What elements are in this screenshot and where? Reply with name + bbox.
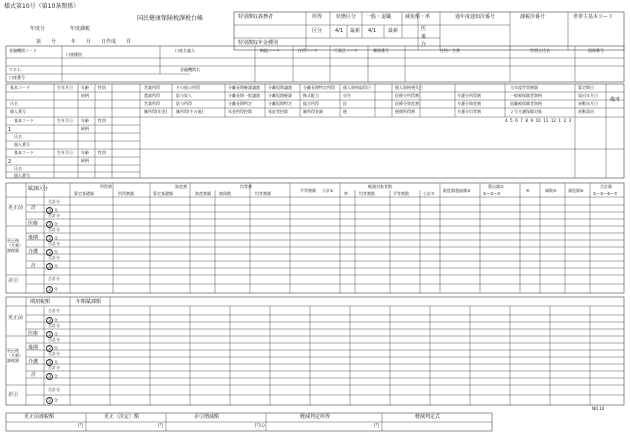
address-label: 住所／方書	[440, 48, 460, 53]
sub2-month-f: 3 分	[46, 397, 58, 404]
m2-relationship: 続柄	[81, 158, 89, 163]
sub2-month-e: 3 分	[46, 373, 58, 380]
member-number-2: 2	[8, 159, 12, 165]
special-collection-label: 特別徴収義務者	[238, 14, 274, 20]
mh-general-qualification: 一般被保険者資格	[510, 93, 542, 98]
sub-basis-2: 算定基礎額	[153, 191, 173, 196]
postal-code-label: 郵便番号	[373, 48, 389, 53]
footer-reduction-formula: 軽減判定式	[415, 414, 441, 420]
m2-name: 氏名	[14, 166, 22, 171]
m1-name: 氏名	[14, 134, 22, 139]
col-limit-excess: 限度額超過額②	[443, 188, 471, 193]
notice-number-label: 通年度通知決番号	[455, 14, 496, 20]
sub-row-total-a: 合計分	[48, 199, 60, 204]
mh-other-income: その他の所得	[176, 85, 200, 90]
row-late-stage: 後期	[28, 235, 39, 241]
mh-assess-date: 算定期日	[578, 85, 594, 90]
sub-equal-levy-amount: 均等割額	[255, 191, 271, 196]
footer-unit-2: 円	[158, 423, 164, 429]
mh-stock-dividend: 株式配当	[303, 93, 319, 98]
sub2-month-b: 3 分	[46, 331, 58, 338]
mh-care-target: ２号介護保険対象	[510, 109, 542, 114]
sub-row-total-b: 合計分	[48, 213, 60, 218]
row-before-correction: 更正前	[8, 205, 24, 211]
sub2-total-d: 合計分	[48, 351, 60, 356]
mh-total-income: 総合所得	[303, 101, 319, 106]
month-circle-icon: 3	[46, 221, 53, 228]
col-asset-levy: 資産割	[175, 184, 187, 189]
mh-business-income: 営業所得	[144, 85, 160, 90]
medical-mark: 医	[421, 26, 427, 32]
mh-loss-date: 個人資格喪失日	[395, 85, 423, 90]
m1-birthdate: 生年月日	[57, 118, 73, 123]
month-circle-icon: 3	[46, 286, 53, 293]
tax-header-left: 賦課区分	[28, 186, 49, 192]
month-2: 2	[563, 118, 567, 123]
mh-gender: 性別	[98, 85, 106, 90]
mh-late-mark: 後	[343, 109, 347, 114]
form-number: 様式第10号（第10条関係）	[4, 3, 80, 10]
footer-unit-4: 円	[374, 423, 380, 429]
row2-medical: 医療	[28, 331, 39, 337]
row2-late-stage: 後期	[28, 345, 39, 351]
head-code-label: 世帯主基本コード	[573, 14, 614, 20]
month-12: 12	[550, 118, 556, 123]
month-circle-icon: 3	[46, 345, 53, 352]
month-8: 8	[525, 118, 528, 123]
sub2-total-f: 合計分	[48, 387, 60, 392]
care-mark: 介	[421, 42, 427, 48]
sub-flat-count: 平等割数	[393, 191, 409, 196]
row2-after-correction: 更正後（月割）課税額	[7, 348, 23, 363]
sub2-total-a: 合計分	[48, 308, 60, 313]
mh-separate-long-special-2: 分離長期特定	[228, 101, 252, 106]
col-reduction-count: 軽減対象者数	[368, 184, 392, 189]
month-11: 11	[543, 118, 549, 123]
mh-farm-income: 農業所得	[144, 93, 160, 98]
latest-b: 最新	[388, 28, 399, 34]
mh-separate-long-general: 分離長期一般譲渡	[228, 93, 260, 98]
row-total-1: 計	[31, 205, 37, 211]
mh-household-levy: 当年度世帯割額	[510, 85, 538, 90]
mh-relationship: 続柄	[81, 93, 89, 98]
sub-basis-1: 算定基礎額	[74, 191, 94, 196]
insurance-number-label: 国保番号	[588, 48, 604, 53]
month-circle-icon: 3	[46, 317, 53, 324]
mh-birthdate: 生年月日	[57, 85, 73, 90]
reduction-label: 減免額・率	[405, 14, 431, 20]
mh-acquire-date: 個人資格取得日	[343, 85, 371, 90]
sub2-month-a: 3 分	[46, 317, 58, 324]
footer-unit-1: 円	[78, 423, 84, 429]
month-4: 4	[505, 118, 508, 123]
bank-name-label: 金融機関名	[180, 67, 200, 72]
mh-medical-mark: 医	[343, 101, 347, 106]
row-care: 介護	[28, 249, 39, 255]
m2-birthdate: 生年月日	[57, 150, 73, 155]
mh-separate-short-light: 分離短期軽課	[268, 93, 292, 98]
row2-difference: 差引	[8, 392, 19, 398]
sub-income-levy-amount: 所得割額	[118, 191, 134, 196]
m1-relationship: 続柄	[81, 126, 89, 131]
mh-separate-long-light: 分離長期軽課譲渡	[228, 85, 260, 90]
month-6: 6	[515, 118, 518, 123]
sub-row-total-e: 合計分	[48, 255, 60, 260]
col-total: 合計額	[600, 184, 612, 189]
sub-row-month-d: 3 分	[46, 249, 58, 256]
sub-row-month-e: 3 分	[46, 263, 58, 270]
account-type-label: 口座種別	[66, 52, 82, 57]
m2-gender: 性別	[98, 150, 106, 155]
sub-row-month-f: 3 分	[46, 286, 58, 293]
col-calculated: 算出額③	[488, 184, 504, 189]
tax-number-label: 課税決番号	[520, 14, 546, 20]
m1-personal-number: 個人番号	[14, 142, 30, 147]
sub-formula-1: ①−②−③	[483, 191, 501, 196]
col-reduction-amount: 減免額⑥	[568, 188, 584, 193]
mh-medical-asset-levy: 医療分資産割	[395, 101, 419, 106]
annual-levy-header: 年額賦課額	[76, 299, 102, 305]
m2-basic-code: 基本コード	[14, 150, 34, 155]
mh-declaration: 申告	[343, 93, 351, 98]
footer-difference: 差引増減額	[194, 414, 220, 420]
payment-group-code-label: 納組コード	[260, 48, 280, 53]
col-rounding: 端数⑤	[545, 188, 557, 193]
mh-change-date: 異動年月日	[578, 101, 598, 106]
sub-asset-levy-amount: 資産割額	[195, 191, 211, 196]
row-difference: 差引	[8, 278, 19, 284]
col-equal-levy: 均等割	[240, 184, 252, 189]
month-9: 9	[530, 118, 534, 123]
account-number-label: 口座番号	[9, 75, 25, 80]
row2-before-correction: 更正前	[8, 315, 24, 321]
mh-personal-number: 個人番号	[10, 109, 26, 114]
month-circle-icon: 3	[46, 249, 53, 256]
sub2-total-c: 合計分	[48, 337, 60, 342]
form-code-mark: NO.10	[592, 406, 605, 411]
month-7: 7	[520, 118, 523, 123]
month-circle-icon: 3	[46, 373, 53, 380]
row2-care: 介護	[28, 359, 39, 365]
footer-unit-3: 円の	[255, 423, 266, 429]
sub-subtotal-7: 小計⑦	[423, 191, 435, 196]
month-circle-icon: 3	[46, 207, 53, 214]
m1-basic-code: 基本コード	[14, 118, 34, 123]
date-4-1-b: 4/1	[368, 28, 377, 34]
sub2-month-c: 3 分	[46, 345, 58, 352]
mh-basic-code: 基本コード	[10, 85, 30, 90]
row-total-2: 計	[31, 263, 37, 269]
sub-row-total-c: 合計分	[48, 227, 60, 232]
mh-notification-date: 届出年月日	[578, 93, 598, 98]
mh-name: 氏名	[10, 101, 18, 106]
sub2-total-b: 合計分	[48, 323, 60, 328]
mh-pension-deduction: 年金所得控除	[228, 109, 252, 114]
row2-total: 計	[31, 372, 37, 378]
mh-separate-short: 分離短期譲渡	[268, 85, 292, 90]
sub-equal-count: 均等割数	[359, 191, 375, 196]
col-4: ④	[526, 188, 530, 193]
sub-row-month-b: 3 分	[46, 221, 58, 228]
mh-age: 年齢	[81, 85, 89, 90]
footer-decided-amount: 更正（決定）額	[104, 414, 140, 420]
month-circle-icon: 3	[46, 235, 53, 242]
sub2-month-d: 3 分	[46, 359, 58, 366]
sub-formula-2: ①−⑤−⑥−⑦	[593, 191, 618, 196]
month-circle-icon: 3	[46, 397, 53, 404]
sub-row-month-a: 3 分	[46, 207, 58, 214]
general-retired-label: 一般・退職	[366, 14, 392, 20]
mh-dedicated-deduction: 専従者控除	[268, 109, 288, 114]
mh-retired-qualification: 退職被保険者資格	[510, 101, 542, 106]
mh-change-reason: 異動事由	[578, 109, 594, 114]
sub-rate: 率	[344, 191, 348, 196]
month-digits	[505, 119, 571, 123]
account-holder-label: 口座名義人	[175, 48, 195, 53]
admin-district-code-label: 行政区コード	[334, 48, 358, 53]
late-stage-mark: 後	[421, 34, 427, 40]
sub-row-total-d: 合計分	[48, 241, 60, 246]
footer-before-amount: 更正前課税額	[24, 414, 55, 420]
row-after-correction: 更正後（月割）課税額	[7, 238, 23, 253]
month-circle-icon: 3	[46, 359, 53, 366]
mh-care-asset-levy: 介護分資産割	[457, 101, 481, 106]
mh-misc-pension: 雑所得(年金)	[144, 109, 168, 114]
col-income-levy: 所得割	[100, 184, 112, 189]
mh-late-income-levy: 後期所得割	[395, 109, 415, 114]
member-number-1: 1	[8, 127, 12, 133]
mh-separate-long-special: 分離長期特定所得	[303, 85, 335, 90]
mh-care-income-levy: 介護分所得割	[457, 93, 481, 98]
month-circle-icon: 3	[46, 331, 53, 338]
month-5: 5	[510, 118, 513, 123]
mh-medical-income-levy: 医療分所得割	[395, 93, 419, 98]
head-name-label: 世帯主氏名	[530, 48, 550, 53]
m1-gender: 性別	[98, 118, 106, 123]
form-title: 国民健康保険税課税台帳	[137, 15, 204, 22]
income-label: 所得	[312, 14, 323, 20]
fiscal-year-tax-label: 年度課税	[70, 26, 91, 32]
col-subtotal-1: 小計①	[322, 188, 334, 193]
month-circle-icon: 3	[46, 263, 53, 270]
m1-age: 年齢	[81, 118, 89, 123]
sub-row-month-c: 3 分	[46, 235, 58, 242]
row-medical: 医療	[28, 221, 39, 227]
month-3: 3	[568, 118, 572, 123]
sub-row-total-f: 合計分	[48, 276, 60, 281]
date-4-1-a: 4/1	[335, 28, 344, 34]
mh-business-income-2: 営業所得	[144, 101, 160, 106]
month-10: 10	[535, 118, 541, 123]
sub-insured-count: 被保数	[219, 191, 231, 196]
pension-type-label: 特別徴収年金種別	[238, 40, 279, 46]
mh-misc-other: 雑所得(その他)	[176, 109, 204, 114]
mh-care-equal-levy: 介護分均等割	[457, 109, 481, 114]
bank-code-label: 金融機関コード	[9, 48, 37, 53]
class-label: 区分	[312, 28, 323, 34]
issue-date-label: 第 号 年 月 日作成 頁	[36, 39, 132, 45]
mh-separate-short-special: 分離短期特定	[268, 101, 292, 106]
mh-misc-amount: 雑所得金額	[303, 109, 323, 114]
mh-salary-income: 給与所得	[176, 101, 192, 106]
m2-age: 年齢	[81, 150, 89, 155]
status-class-label: 状態区分	[336, 14, 357, 20]
latest-a: 最新	[350, 28, 361, 34]
mh-salary-revenue: 給与収入	[176, 93, 192, 98]
fiscal-year-label: 年度分	[30, 26, 46, 32]
month-1: 1	[558, 118, 562, 123]
installment-header: 期割税額	[30, 299, 51, 305]
col-flat-levy: 平等割額	[300, 188, 316, 193]
tel-label: ＴＥＬ	[9, 67, 21, 72]
sub2-total-e: 合計分	[48, 365, 60, 370]
m2-personal-number: 個人番号	[14, 173, 30, 178]
notes-label: 備考	[610, 97, 621, 103]
address-code-label: 住所コード	[298, 48, 318, 53]
footer-reduction-income: 軽減判定所得	[300, 414, 331, 420]
